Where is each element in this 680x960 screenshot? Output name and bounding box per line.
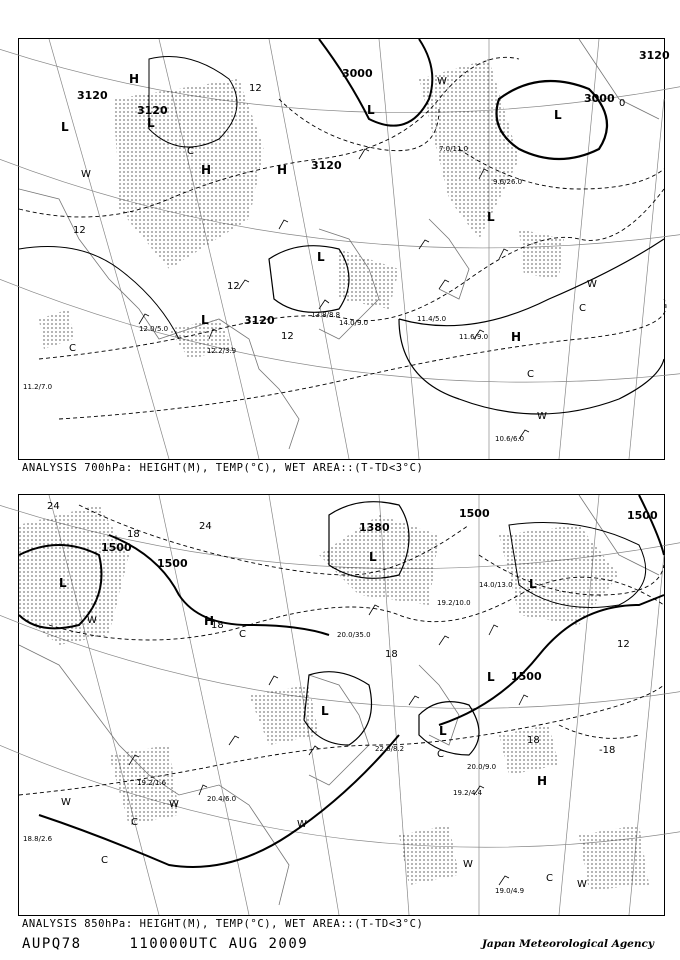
- center-mark: L: [529, 577, 537, 591]
- station-obs: 19.2/1.6: [137, 779, 167, 787]
- cold-mark: C: [437, 749, 444, 760]
- height-label: 3000: [342, 67, 373, 80]
- center-mark: H: [201, 163, 212, 177]
- warm-mark: W: [577, 879, 587, 890]
- height-label: 1500: [459, 507, 490, 520]
- center-mark: L: [201, 313, 209, 327]
- caption-850hpa: ANALYSIS 850hPa: HEIGHT(M), TEMP(°C), WET AREA::(T-TD<3°C): [22, 918, 424, 930]
- center-mark: L: [61, 120, 69, 134]
- temp-label: 12: [73, 225, 86, 236]
- warm-mark: W: [87, 615, 97, 626]
- station-obs: 14.0/9.0: [339, 319, 369, 327]
- station-obs: 9.6/26.0: [493, 178, 523, 186]
- graticule: [0, 39, 680, 459]
- temp-label: 12: [281, 331, 294, 342]
- height-label: 3000: [584, 92, 615, 105]
- center-mark: L: [554, 108, 562, 122]
- height-label: 3120: [77, 89, 108, 102]
- station-obs: 11.6/9.0: [459, 333, 489, 341]
- wet-areas: [19, 505, 649, 890]
- center-mark: H: [537, 774, 548, 788]
- temp-label: 18: [211, 620, 224, 631]
- station-obs: 20.0/35.0: [337, 631, 371, 639]
- center-mark: L: [439, 724, 447, 738]
- station-obs: 7.0/11.0: [439, 145, 469, 153]
- center-mark: H: [511, 330, 522, 344]
- warm-mark: W: [537, 411, 547, 422]
- temp-label: 0: [619, 98, 626, 109]
- height-label: 3120: [639, 49, 670, 62]
- station-obs: 19.0/4.9: [495, 887, 525, 895]
- station-obs: 11.4/5.0: [417, 315, 447, 323]
- map-700hpa: [18, 38, 670, 460]
- temp-label: -18: [599, 745, 616, 756]
- map-850hpa: [18, 494, 665, 916]
- center-mark: H: [277, 163, 288, 177]
- temp-label: 18: [127, 529, 140, 540]
- station-obs: 19.2/4.4: [453, 789, 483, 797]
- temp-label: 18: [527, 735, 540, 746]
- warm-mark: W: [61, 797, 71, 808]
- chart-time: 110000UTC AUG 2009: [129, 936, 309, 952]
- temp-label: 24: [47, 501, 60, 512]
- center-mark: H: [129, 72, 140, 86]
- cold-mark: C: [187, 146, 194, 157]
- station-obs: 19.2/10.0: [437, 599, 471, 607]
- station-obs: 20.0/9.0: [467, 763, 497, 771]
- cold-mark: C: [579, 303, 586, 314]
- station-obs: 13.8/8.8: [311, 311, 341, 319]
- chart-title: [22, 936, 308, 952]
- warm-mark: W: [587, 279, 597, 290]
- station-obs: 14.0/13.0: [479, 581, 513, 589]
- warm-mark: W: [437, 76, 447, 87]
- warm-mark: W: [81, 169, 91, 180]
- height-label: 1500: [511, 670, 542, 683]
- cold-mark: C: [69, 343, 76, 354]
- cold-mark: C: [131, 817, 138, 828]
- station-obs: 22.6/8.2: [375, 745, 405, 753]
- station-obs: 18.8/2.6: [23, 835, 53, 843]
- temp-label: 18: [385, 649, 398, 660]
- station-obs: 10.6/6.0: [495, 435, 525, 443]
- height-label: 3120: [311, 159, 342, 172]
- height-label: 1500: [157, 557, 188, 570]
- center-mark: L: [367, 103, 375, 117]
- center-mark: L: [59, 576, 67, 590]
- center-mark: L: [147, 116, 155, 130]
- wind-barbs: [129, 605, 528, 885]
- warm-mark: W: [463, 859, 473, 870]
- center-mark: L: [487, 210, 495, 224]
- height-contours: [19, 39, 664, 414]
- center-mark: L: [321, 704, 329, 718]
- cold-mark: C: [527, 369, 534, 380]
- warm-mark: W: [169, 799, 179, 810]
- cold-mark: C: [239, 629, 246, 640]
- agency-name: Japan Meteorological Agency: [481, 938, 654, 950]
- station-obs: 12.0/5.0: [139, 325, 169, 333]
- center-mark: L: [369, 550, 377, 564]
- height-label: 3120: [244, 314, 275, 327]
- temp-label: 12: [227, 281, 240, 292]
- caption-700hpa: ANALYSIS 700hPa: HEIGHT(M), TEMP(°C), WET AREA::(T-TD<3°C): [22, 462, 424, 474]
- chart-code: AUPQ78: [22, 936, 82, 952]
- cold-mark: C: [546, 873, 553, 884]
- height-label: 1380: [359, 521, 390, 534]
- station-obs: 11.2/7.0: [23, 383, 53, 391]
- height-label: 3120: [137, 104, 168, 117]
- station-obs: 20.4/6.0: [207, 795, 237, 803]
- temp-label: 12: [617, 639, 630, 650]
- warm-mark: W: [297, 819, 307, 830]
- height-label: 1500: [101, 541, 132, 554]
- center-mark: L: [487, 670, 495, 684]
- center-mark: L: [317, 250, 325, 264]
- center-mark: H: [204, 614, 215, 628]
- height-label: 1500: [627, 509, 658, 522]
- temp-label: 12: [249, 83, 262, 94]
- temp-label: 24: [199, 521, 212, 532]
- station-obs: 12.2/3.9: [207, 347, 237, 355]
- cold-mark: C: [101, 855, 108, 866]
